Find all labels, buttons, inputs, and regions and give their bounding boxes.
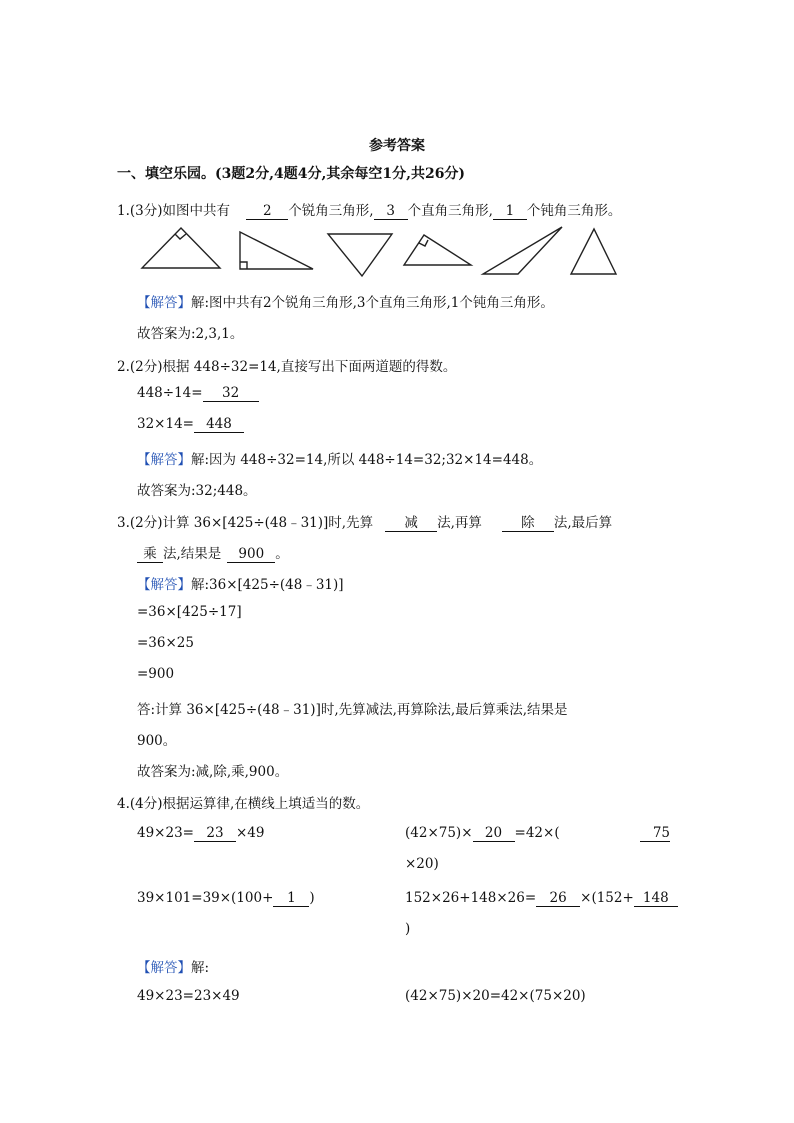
q1-solution-text: 解:图中共有2个锐角三角形,3个直角三角形,1个钝角三角形。 bbox=[191, 295, 554, 311]
q4-item-b bbox=[405, 825, 560, 842]
triangle-3 bbox=[328, 234, 392, 276]
q4-line bbox=[117, 792, 369, 812]
q3-text-4: 法,结果是 bbox=[163, 546, 222, 562]
q4-b-blank-2 bbox=[640, 825, 670, 842]
q4-b-line-2: ×20) bbox=[405, 856, 439, 872]
q2-item-2 bbox=[137, 416, 244, 433]
q4-d-blank-1: 26 bbox=[536, 891, 580, 907]
q4-result-1: 49×23=23×49 bbox=[137, 988, 240, 1004]
q3-text-3: 法,最后算 bbox=[553, 515, 613, 531]
q4-text: 根据运算律,在横线上填适当的数。 bbox=[162, 796, 370, 812]
triangle-5 bbox=[483, 227, 562, 274]
q4-c-blank: 1 bbox=[273, 891, 309, 907]
q3-step-3: =36×25 bbox=[137, 635, 194, 651]
q4-solution-text: 解: bbox=[191, 960, 210, 976]
q3-line-2 bbox=[137, 542, 289, 563]
q1-text-4: 个钝角三角形。 bbox=[526, 203, 622, 219]
q2-solution bbox=[137, 448, 542, 468]
q4-number: 4. bbox=[117, 796, 130, 812]
q3-step-2: =36×[425÷17] bbox=[137, 604, 242, 620]
q2-text: 根据 448÷32=14,直接写出下面两道题的得数。 bbox=[162, 359, 457, 375]
q3-score: (2分) bbox=[129, 515, 163, 531]
q4-solution bbox=[137, 956, 209, 976]
q2-solution-text: 解:因为 448÷32=14,所以 448÷14=32;32×14=448。 bbox=[191, 452, 543, 468]
q3-blank-1: 减 bbox=[385, 516, 437, 532]
q3-blank-4: 900 bbox=[227, 547, 275, 563]
q3-line bbox=[117, 511, 612, 532]
solution-tag: 【解答】 bbox=[137, 295, 191, 311]
q2-number: 2. bbox=[117, 359, 130, 375]
q4-c-expr-2: ) bbox=[309, 890, 315, 906]
q2-answer: 故答案为:32;448。 bbox=[137, 483, 257, 499]
q3-reply-2: 900。 bbox=[137, 733, 177, 749]
q3-number: 3. bbox=[117, 515, 130, 531]
q2-item-1 bbox=[137, 385, 259, 402]
triangle-6 bbox=[571, 229, 616, 274]
page-title: 参考答案 bbox=[369, 138, 425, 154]
q3-text-1: 计算 36×[425÷(48﹣31)]时,先算 bbox=[162, 515, 374, 531]
q4-item-a bbox=[137, 825, 264, 842]
q4-result-2: (42×75)×20=42×(75×20) bbox=[405, 988, 586, 1004]
solution-tag: 【解答】 bbox=[137, 577, 191, 593]
q3-reply: 答:计算 36×[425÷(48﹣31)]时,先算减法,再算除法,最后算乘法,结果是 bbox=[137, 702, 568, 718]
triangles-figure bbox=[135, 222, 625, 278]
q4-d-blank-2: 148 bbox=[634, 891, 678, 907]
q4-b-blank-1: 20 bbox=[473, 826, 515, 842]
q4-b-expr: (42×75)× bbox=[405, 825, 473, 841]
q4-d-line-2: ) bbox=[405, 921, 411, 937]
q4-a-blank: 23 bbox=[194, 826, 236, 842]
q1-number: 1. bbox=[117, 203, 130, 219]
q3-text-5: 。 bbox=[275, 546, 289, 562]
q3-blank-2: 除 bbox=[502, 516, 554, 532]
q1-text: 如图中共有 bbox=[162, 203, 231, 219]
solution-tag: 【解答】 bbox=[137, 960, 191, 976]
q1-blank-3: 1 bbox=[493, 204, 527, 220]
solution-tag: 【解答】 bbox=[137, 452, 191, 468]
q3-step-4: =900 bbox=[137, 666, 175, 682]
q1-text-3: 个直角三角形, bbox=[407, 203, 493, 219]
q4-a-expr: 49×23= bbox=[137, 825, 194, 841]
q1-score: (3分) bbox=[129, 203, 163, 219]
q1-answer: 故答案为:2,3,1。 bbox=[137, 326, 244, 342]
section-heading: 一、填空乐园。(3题2分,4题4分,其余每空1分,共26分) bbox=[117, 166, 466, 182]
q2-expr-2: 32×14= bbox=[137, 416, 194, 432]
q1-text-2: 个锐角三角形, bbox=[288, 203, 374, 219]
triangle-1 bbox=[142, 228, 220, 268]
q3-solution-1: 解:36×[425÷(48﹣31)] bbox=[191, 577, 344, 593]
q4-item-d bbox=[405, 890, 678, 907]
q4-d-expr-2: ×(152+ bbox=[580, 890, 634, 906]
q3-solution bbox=[137, 573, 344, 593]
q4-b-expr-2: =42×( bbox=[514, 825, 560, 841]
q1-blank-2: 3 bbox=[374, 204, 408, 220]
q1-line bbox=[117, 199, 621, 220]
right-angle-mark-1 bbox=[175, 234, 186, 239]
q3-answer: 故答案为:减,除,乘,900。 bbox=[137, 764, 289, 780]
q2-expr-1: 448÷14= bbox=[137, 385, 203, 401]
right-angle-mark-2 bbox=[240, 262, 247, 269]
q4-a-expr-2: ×49 bbox=[235, 825, 265, 841]
q4-score: (4分) bbox=[129, 796, 163, 812]
q2-blank-2: 448 bbox=[194, 417, 244, 433]
triangle-2 bbox=[240, 232, 313, 269]
q1-blank-1: 2 bbox=[246, 204, 288, 220]
triangle-4 bbox=[404, 235, 471, 265]
q3-blank-3: 乘 bbox=[137, 547, 163, 563]
q4-d-expr: 152×26+148×26= bbox=[405, 890, 537, 906]
q4-c-expr: 39×101=39×(100+ bbox=[137, 890, 274, 906]
q1-solution bbox=[137, 291, 554, 311]
q2-score: (2分) bbox=[129, 359, 163, 375]
q2-line bbox=[117, 355, 456, 375]
q2-blank-1: 32 bbox=[203, 386, 259, 402]
q4-item-c bbox=[137, 890, 315, 907]
q4-b-blank-2-text: 75 bbox=[640, 826, 670, 842]
q3-text-2: 法,再算 bbox=[437, 515, 482, 531]
